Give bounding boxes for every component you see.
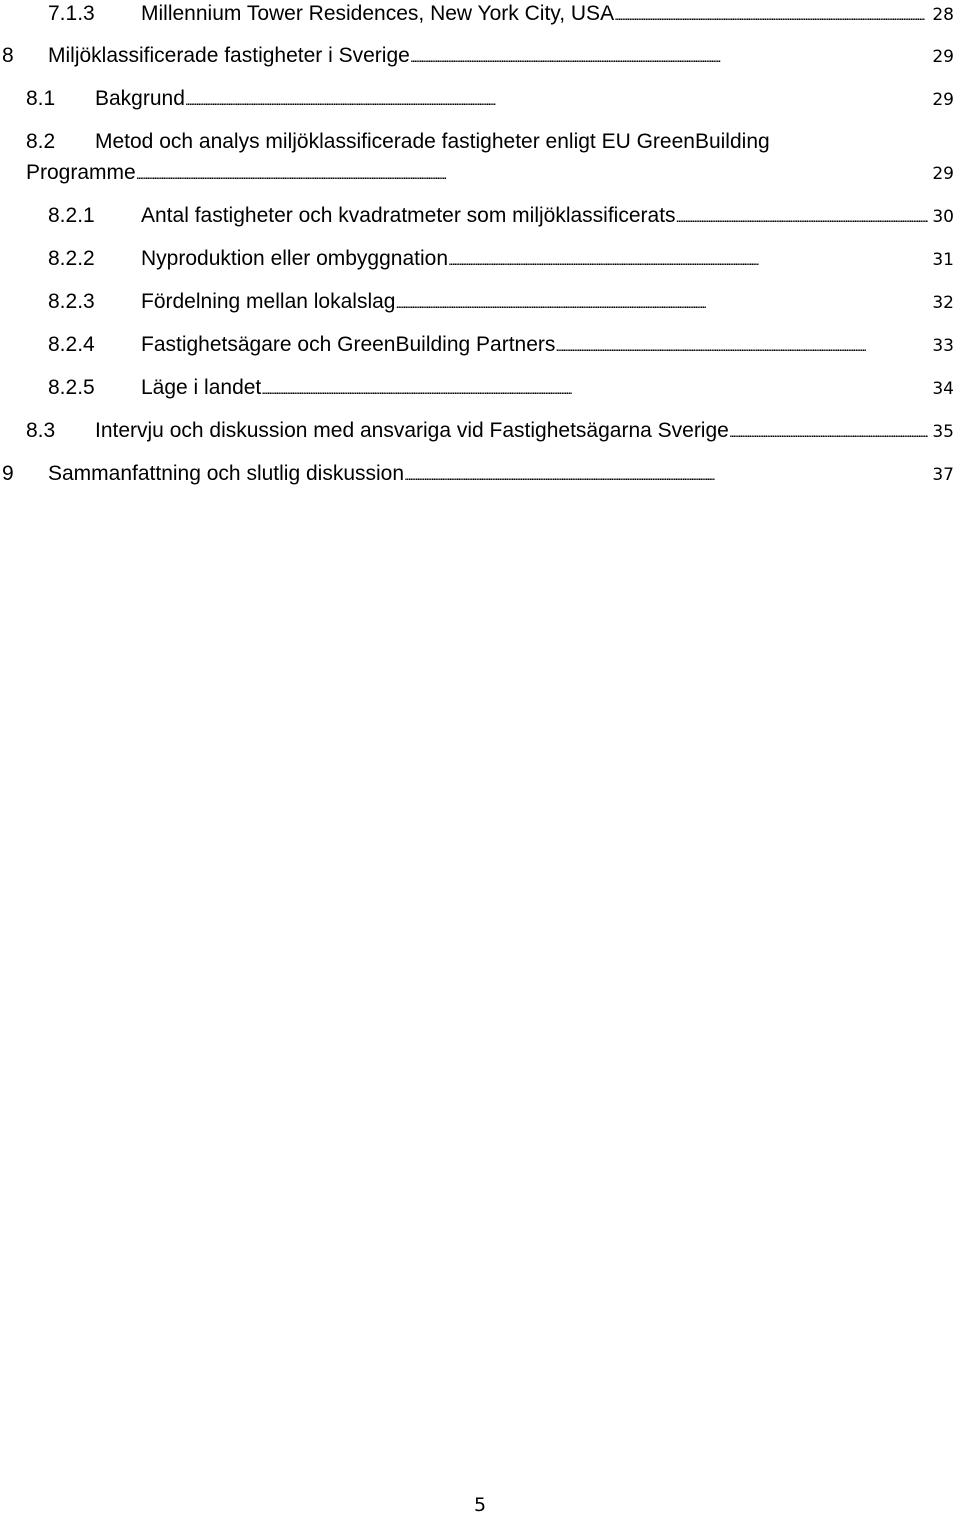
toc-entry-title: Miljöklassificerade fastigheter i Sverige <box>48 44 410 67</box>
toc-entry-page: 29 <box>932 47 954 67</box>
toc-entry-title: Fördelning mellan lokalslag <box>141 290 396 313</box>
toc-entry[interactable] <box>0 126 960 158</box>
toc-entry-title: Fastighetsägare och GreenBuilding Partners <box>141 333 556 356</box>
toc-entry[interactable] <box>0 243 960 275</box>
toc-entry-page: 31 <box>932 250 954 270</box>
toc-dot-leader <box>614 0 928 31</box>
toc-entry[interactable] <box>0 83 960 115</box>
toc-entry-number: 8.3 <box>26 419 56 442</box>
toc-entry[interactable] <box>0 0 960 30</box>
toc-entry-title: Nyproduktion eller ombyggnation <box>141 247 449 270</box>
toc-entry-number: 7.1.3 <box>48 2 95 25</box>
toc-entry-number: 8.2.1 <box>48 204 95 227</box>
toc-entry-number: 8.2.5 <box>48 376 95 399</box>
toc-entry[interactable] <box>0 415 960 447</box>
toc-dot-leader <box>729 415 929 448</box>
toc-dot-leader <box>261 372 928 405</box>
toc-entry-number: 8.2 <box>26 130 56 153</box>
toc-entry[interactable] <box>0 200 960 232</box>
toc-dot-leader <box>404 458 928 491</box>
toc-entry-page: 32 <box>932 293 954 313</box>
toc-entry-page: 29 <box>932 90 954 110</box>
toc-entry-number: 8.2.3 <box>48 290 95 313</box>
toc-entry-title: Millennium Tower Residences, New York City, USA <box>141 2 615 25</box>
toc-dot-leader <box>395 286 928 319</box>
toc-entry-title: Antal fastigheter och kvadratmeter som miljöklassificerats <box>141 204 676 227</box>
toc-entry-title: Sammanfattning och slutlig diskussion <box>48 462 405 485</box>
toc-entry-page: 37 <box>932 465 954 485</box>
toc-entry-title: Läge i landet <box>141 376 262 399</box>
toc-entry[interactable] <box>0 458 960 490</box>
toc-entry-title: Intervju och diskussion med ansvariga vid Fastighetsägarna Sverige <box>95 419 729 442</box>
toc-entry[interactable] <box>0 372 960 404</box>
toc-entry-title: Bakgrund <box>95 87 185 110</box>
toc-dot-leader <box>410 40 929 73</box>
toc-dot-leader <box>136 157 929 190</box>
toc-entry-page: 34 <box>932 379 954 399</box>
toc-entry-number: 8.2.4 <box>48 333 95 356</box>
toc-dot-leader <box>555 329 928 362</box>
toc-entry-page: 29 <box>932 164 954 184</box>
page-number: 5 <box>473 1494 487 1516</box>
toc-entry-page: 28 <box>932 5 954 25</box>
toc-entry-number: 8 <box>2 44 14 67</box>
toc-dot-leader <box>448 243 928 276</box>
toc-entry-title: Metod och analys miljöklassificerade fastigheter enligt EU GreenBuilding <box>95 130 770 153</box>
toc-entry[interactable] <box>0 329 960 361</box>
toc-entry-continuation[interactable] <box>26 157 954 189</box>
toc-entry-page: 30 <box>932 207 954 227</box>
toc-entry[interactable] <box>0 286 960 318</box>
toc-entry-number: 8.2.2 <box>48 247 95 270</box>
toc-entry[interactable] <box>0 40 960 72</box>
toc-entry-number: 8.1 <box>26 87 56 110</box>
toc-entry-page: 33 <box>932 336 954 356</box>
toc-entry-page: 35 <box>932 422 954 442</box>
toc-entry-title-continuation: Programme <box>26 161 136 184</box>
toc-dot-leader <box>185 83 928 116</box>
toc-dot-leader <box>676 200 929 233</box>
toc-entry-number: 9 <box>2 462 14 485</box>
